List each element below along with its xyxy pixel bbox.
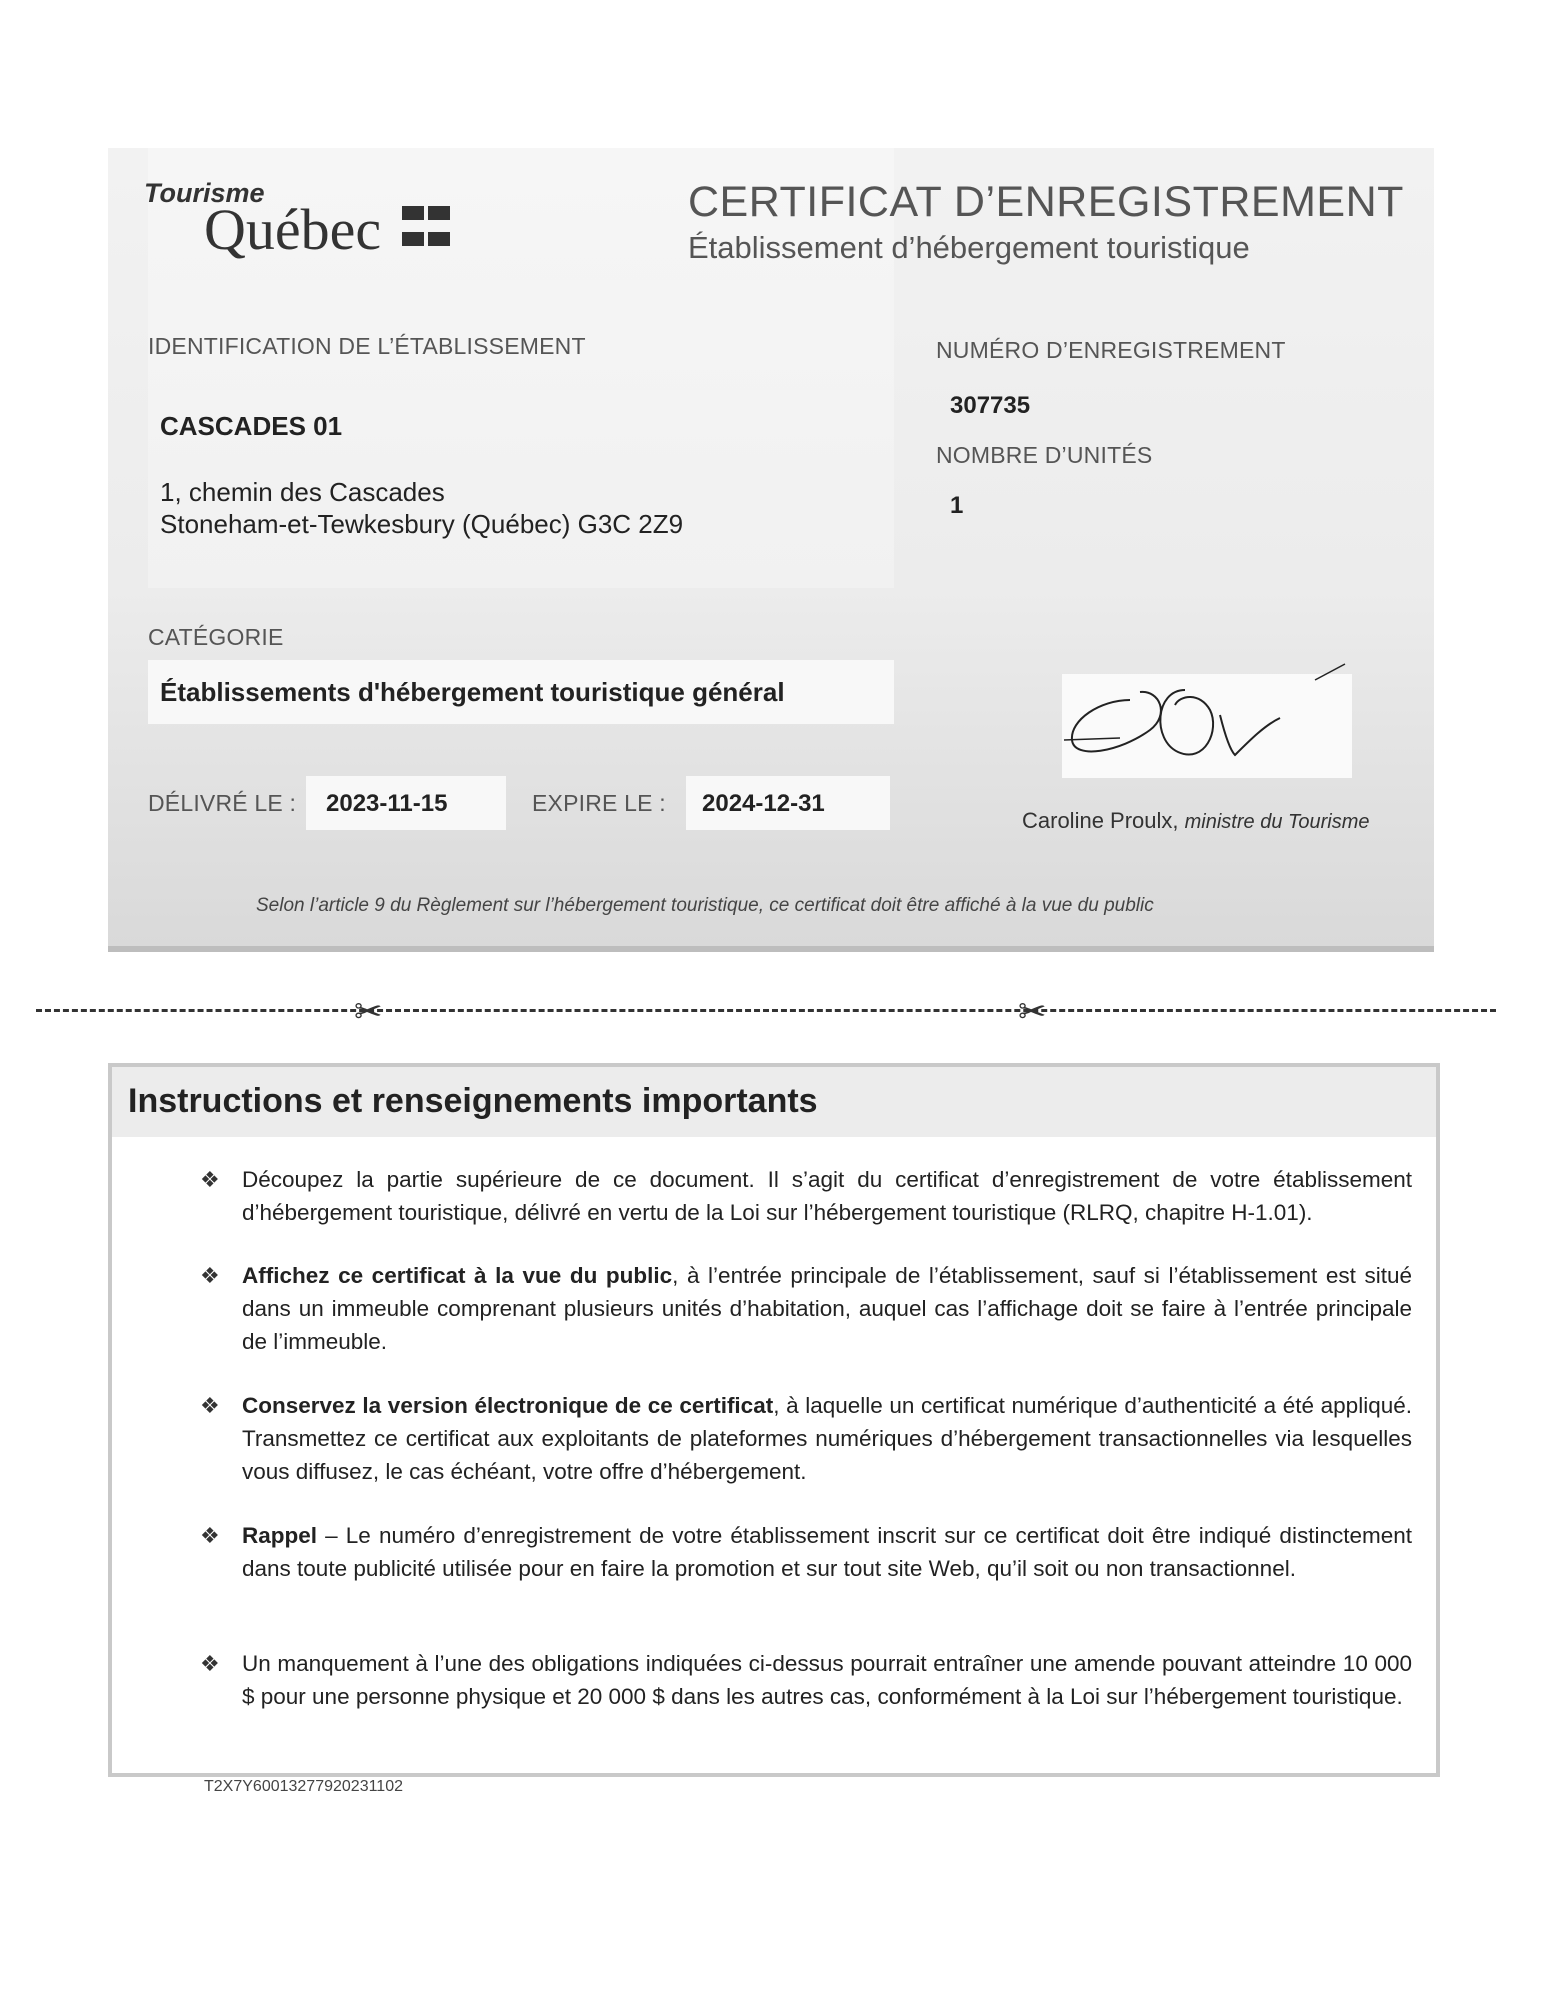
instruction-item: Un manquement à l’une des obligations indiquées ci-dessus pourrait entraîner une amende pouvant atteindre 10 000 $ pour une personne physique et 20 000 $ dans les autres cas, conformément à la Loi sur l’hébergement touristique.: [242, 1651, 1412, 1709]
expires-date: 2024-12-31: [702, 790, 825, 817]
instructions-title: Instructions et renseignements importants: [128, 1082, 818, 1120]
instruction-item: Rappel – Le numéro d’enregistrement de votre établissement inscrit sur ce certificat doit être indiqué distinctement dans toute publicité utilisée pour en faire la promotion et sur tout site Web, qu’il soit ou non transactionnel.: [242, 1523, 1412, 1581]
scissors-icon: ✂: [354, 993, 383, 1031]
diamond-bullet-icon: ❖: [200, 1167, 220, 1192]
logo-quebec: Québec: [204, 197, 382, 262]
signatory-name: Caroline Proulx,: [1022, 808, 1179, 833]
address-line2: Stoneham-et-Tewkesbury (Québec) G3C 2Z9: [160, 509, 684, 539]
expires-label: EXPIRE LE :: [532, 790, 666, 816]
logo-tourisme: Tourisme: [144, 178, 265, 208]
registration-number: 307735: [950, 392, 1031, 419]
registration-label: NUMÉRO D’ENREGISTREMENT: [936, 337, 1286, 363]
establishment-name: CASCADES 01: [160, 411, 343, 441]
category-value: Établissements d'hébergement touristique général: [160, 677, 785, 707]
issued-label: DÉLIVRÉ LE :: [148, 790, 297, 816]
signature-icon: [1060, 660, 1360, 780]
units-label: NOMBRE D’UNITÉS: [936, 442, 1153, 468]
fleur-de-lis-icon: [428, 206, 450, 220]
fleur-de-lis-icon: [428, 232, 450, 246]
diamond-bullet-icon: ❖: [200, 1263, 220, 1288]
diamond-bullet-icon: ❖: [200, 1393, 220, 1418]
diamond-bullet-icon: ❖: [200, 1651, 220, 1676]
cut-line: [36, 1009, 1496, 1012]
identification-label: IDENTIFICATION DE L’ÉTABLISSEMENT: [148, 333, 586, 359]
category-label: CATÉGORIE: [148, 624, 284, 650]
fleur-de-lis-icon: [402, 232, 424, 246]
article-note: Selon l’article 9 du Règlement sur l’hébergement touristique, ce certificat doit être affiché à la vue du public: [256, 895, 1154, 916]
instructions-panel: [108, 1063, 1440, 1777]
signatory-title: ministre du Tourisme: [1184, 811, 1370, 833]
instruction-item: Conservez la version électronique de ce certificat, à laquelle un certificat numérique d’authenticité a été appliqué. Transmettez ce certificat aux exploitants de plateformes numériques d’hébergement transactionnelles via lesquelles vous diffusez, le cas échéant, votre offre d’hébergement.: [242, 1393, 1412, 1484]
address-line1: 1, chemin des Cascades: [160, 477, 445, 507]
instruction-item: Affichez ce certificat à la vue du public, à l’entrée principale de l’établissement, sauf si l’établissement est situé dans un immeuble comprenant plusieurs unités d’habitation, auquel cas l’affichage doit se faire à l’entrée principale de l’immeuble.: [242, 1263, 1412, 1354]
instruction-item: Découpez la partie supérieure de ce document. Il s’agit du certificat d’enregistrement de votre établissement d’hébergement touristique, délivré en vertu de la Loi sur l’hébergement touristique (RLRQ, chapitre H-1.01).: [242, 1167, 1412, 1225]
issued-date: 2023-11-15: [326, 790, 448, 817]
scissors-icon: ✂: [1018, 993, 1047, 1031]
units-value: 1: [950, 492, 964, 519]
certificate-title: CERTIFICAT D’ENREGISTREMENT: [688, 178, 1404, 226]
fleur-de-lis-icon: [402, 206, 424, 220]
certificate-subtitle: Établissement d’hébergement touristique: [688, 230, 1250, 265]
diamond-bullet-icon: ❖: [200, 1523, 220, 1548]
signatory: [1022, 808, 1370, 834]
document-code: T2X7Y60013277920231102: [204, 1778, 403, 1795]
